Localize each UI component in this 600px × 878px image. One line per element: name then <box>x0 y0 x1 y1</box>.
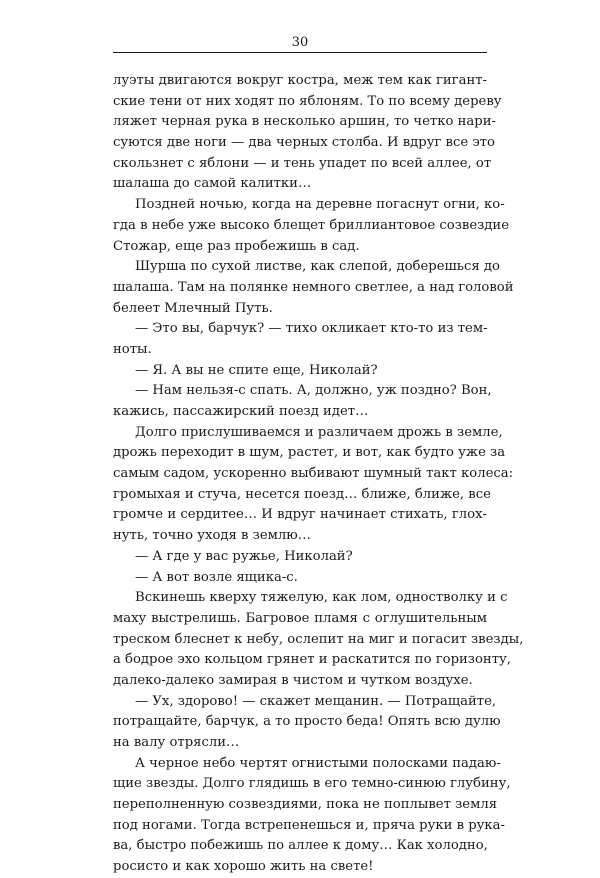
text-line: гда в небе уже высоко блещет бриллиантовое созвездие <box>113 217 510 233</box>
text-line: А черное небо чертят огнистыми полосками падаю- <box>135 755 501 771</box>
paragraph <box>113 71 502 195</box>
page-number: 30 <box>291 35 309 50</box>
text-line: дрожь переходит в шум, растет, и вот, как будто уже за <box>113 445 506 461</box>
text-line: громче и сердитее… И вдруг начинает стихать, глох- <box>113 507 487 523</box>
text-line: маху выстрелишь. Багровое пламя с оглушительным <box>113 610 487 626</box>
text-line: самым садом, ускоренно выбивают шумный такт колеса: <box>113 466 514 482</box>
text-line: кажись, пассажирский поезд идет… <box>113 404 369 419</box>
text-line: Стожар, еще раз пробежишь в сад. <box>113 238 360 254</box>
text-line: ноты. <box>113 341 152 357</box>
paragraph <box>113 568 487 589</box>
text-line: щие звезды. Долго глядишь в его темно-синюю глубину, <box>113 776 511 792</box>
paragraph <box>113 257 514 319</box>
text-line: — Ух, здорово! — скажет мещанин. — Потращайте, <box>135 693 497 709</box>
text-body <box>113 71 524 878</box>
text-line: росисто и как хорошо жить на свете! <box>113 859 374 875</box>
text-line: ские тени от них ходят по яблоням. То по всему дереву <box>113 93 502 109</box>
text-line: далеко-далеко замирая в чистом и чутком воздухе. <box>113 672 473 688</box>
text-line: ва, быстро побежишь по аллее к дому… Как холодно, <box>113 838 488 854</box>
text-line: Вскинешь кверху тяжелую, как лом, одностволку и с <box>135 590 508 606</box>
text-line: громыхая и стуча, несется поезд… ближе, ближе, все <box>113 486 491 502</box>
text-line: луэты двигаются вокруг костра, меж тем как гигант- <box>113 73 487 88</box>
header-rule <box>113 52 487 53</box>
text-line: шалаша до самой калитки… <box>113 176 312 192</box>
text-line: Шурша по сухой листве, как слепой, доберешься до <box>135 259 500 275</box>
paragraph <box>113 319 487 360</box>
paragraph <box>113 361 487 382</box>
text-line: ляжет черная рука в несколько аршин, то четко нари- <box>113 114 496 130</box>
text-line: — Это вы, барчук? — тихо окликает кто-то из тем- <box>135 321 488 337</box>
text-line: скользнет с яблони — и тень упадет по всей аллее, от <box>113 155 492 171</box>
text-line: Поздней ночью, когда на деревне погаснут огни, ко- <box>135 197 505 213</box>
text-line: — Нам нельзя-с спать. А, должно, уж поздно? Вон, <box>135 383 492 399</box>
text-line: на валу отрясли… <box>113 735 240 750</box>
paragraph <box>113 692 501 754</box>
text-line: потращайте, барчук, а то просто беда! Опять всю дулю <box>113 714 501 730</box>
text-line: суются две ноги — два черных столба. И вдруг все это <box>113 135 495 151</box>
paragraph <box>113 423 514 547</box>
text-line: переполненную созвездиями, пока не поплывет земля <box>113 797 498 813</box>
paragraph <box>113 588 524 691</box>
text-line: — А вот возле ящика-с. <box>135 569 298 585</box>
text-line: под ногами. Тогда встрепенешься и, пряча руки в рука- <box>113 817 505 833</box>
paragraph <box>113 381 492 422</box>
text-line: треском блеснет к небу, ослепит на миг и погасит звезды, <box>113 631 524 647</box>
paragraph <box>113 547 487 568</box>
paragraph <box>113 195 510 257</box>
text-line: нуть, точно уходя в землю… <box>113 528 311 544</box>
text-line: Долго прислушиваемся и различаем дрожь в земле, <box>135 424 503 440</box>
text-line: а бодрое эхо кольцом грянет и раскатится по горизонту, <box>113 652 511 668</box>
text-line: — А где у вас ружье, Николай? <box>135 548 353 564</box>
text-line: белеет Млечный Путь. <box>113 300 273 316</box>
text-line: шалаша. Там на полянке немного светлее, а над головой <box>113 279 514 295</box>
text-line: — Я. А вы не спите еще, Николай? <box>135 362 378 378</box>
paragraph <box>113 754 511 878</box>
